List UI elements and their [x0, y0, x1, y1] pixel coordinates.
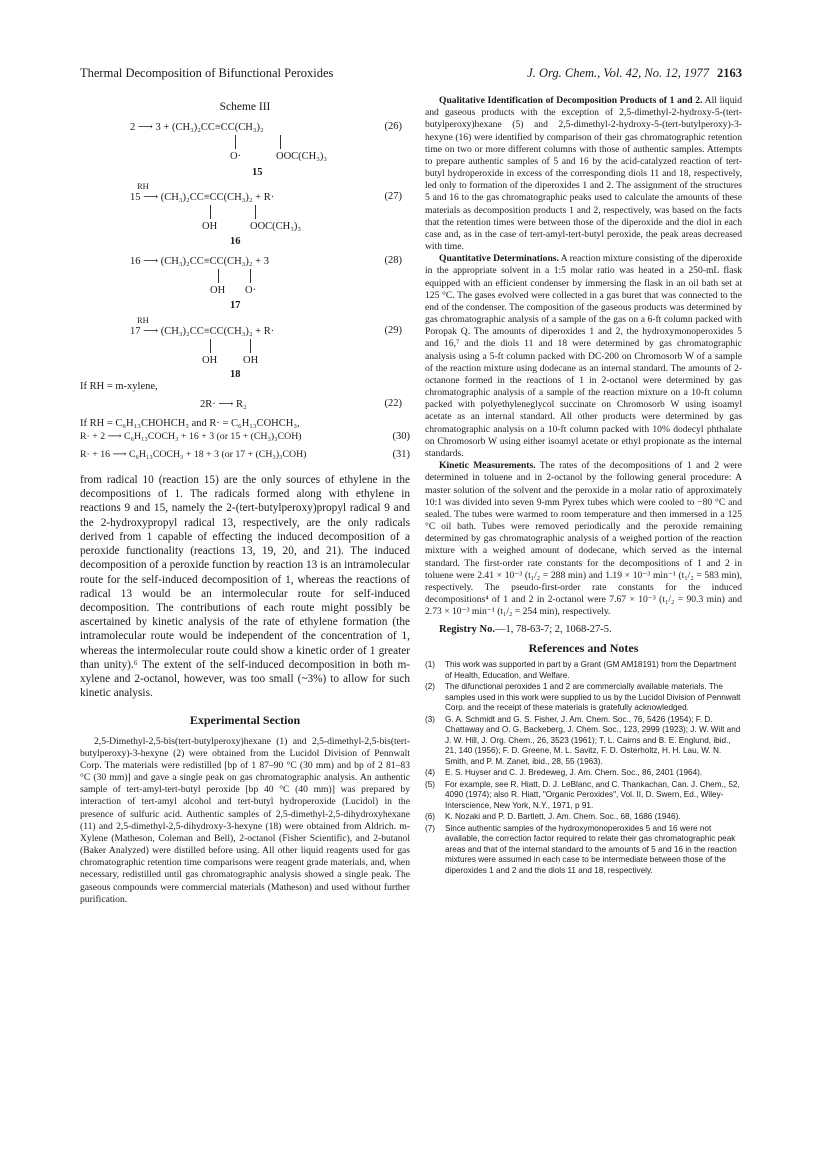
qualitative-paragraph — [425, 95, 742, 253]
reaction-29-sub-right: OH — [243, 355, 259, 366]
reaction-29-equation: 17 ⟶ (CH₃)₂CC≡CC(CH₃)₂ + R· — [130, 326, 275, 337]
journal-citation: J. Org. Chem., Vol. 42, No. 12, 1977 — [527, 66, 709, 80]
reaction-26 — [80, 121, 410, 185]
experimental-paragraph: 2,5-Dimethyl-2,5-bis(tert-butylperoxy)hexane (1) and 2,5-dimethyl-2,5-bis(tert-butylperoxy)-3-hexyne (2) were obtained from the Lucidol Division of Pennwalt Corp. The materials were redistilled [bp of 1 87–90 °C (30 mm) and bp of 2 81–83 °C (30 mm)] and gave a single peak on gas chromatographic analysis. An authentic sample of tert-amyl-tert-butyl peroxide [bp 40 °C (40 mm)] was prepared by interaction of tert-amyl alcohol and tert-butyl hydroperoxide (Lucidol) in the presence of sulfuric acid. Authentic samples of 2,5-dimethyl-2,5-dihydroxyhexane (11) and 2,5-dimethyl-2,5-dihydroxy-3-hexyne (18) were obtained from Aldrich. m-Xylene (Matheson, Coleman and Bell), 2-octanol (Fisher Scientific), and 2-butanol (Baker Analyzed) were distilled before using. All other liquid reagents used for gas chromatographic retention time comparisons were reagent grade materials, and, when necessary, redistilled until gas chromatographic analysis showed a single peak. The gaseous compounds were commercial materials (Matheson) and used without further purification. — [80, 735, 410, 905]
reference-text: K. Nozaki and P. D. Bartlett, J. Am. Chem. Soc., 68, 1686 (1946). — [445, 812, 681, 822]
reference-text: The difunctional peroxides 1 and 2 are commercially available materials. The samples used in this work were supplied to us by the Lucidol Division of Pennwalt Corp. and the receipt of these materials is gratefully acknowledged. — [445, 682, 741, 713]
condition-xylene: If RH = m-xylene, — [80, 381, 158, 392]
quantitative-paragraph — [425, 253, 742, 460]
qualitative-heading: Qualitative Identification of Decomposition Products of 1 and 2. — [439, 95, 703, 106]
bond-line — [255, 205, 256, 219]
reaction-26-number: (26) — [384, 121, 402, 132]
experimental-heading: Experimental Section — [189, 712, 301, 727]
reaction-29-number: (29) — [384, 325, 402, 336]
bond-line — [218, 269, 219, 283]
reaction-27-equation: 15 ⟶ (CH₃)₂CC≡CC(CH₃)₂ + R· — [130, 192, 275, 203]
reference-item — [425, 660, 742, 681]
registry-label: Registry No. — [439, 624, 495, 636]
reaction-29-reagent: RH — [137, 315, 149, 325]
bond-line — [210, 339, 211, 353]
reaction-31-number: (31) — [392, 449, 410, 460]
quantitative-heading: Quantitative Determinations. — [439, 253, 559, 265]
reference-item — [425, 780, 742, 812]
reaction-28-sub-left: OH — [210, 285, 226, 296]
reaction-27-number: (27) — [384, 191, 402, 202]
running-head-title: Thermal Decomposition of Bifunctional Peroxides — [80, 66, 334, 80]
page-number: 2163 — [717, 66, 742, 80]
reference-item — [425, 715, 742, 768]
reference-text: For example, see R. Hiatt, D. J. LeBlanc, and C. Thankachan, Can. J. Chem., 52, 4090 (1974); also R. Hiatt, "Organic Peroxides", Vol. II, D. Swern, Ed., Wiley-Interscience, New York, N.Y., 1971, p 91. — [445, 779, 740, 810]
reference-number: (6) — [425, 812, 436, 822]
reference-number: (7) — [425, 823, 436, 833]
reference-text: E. S. Huyser and C. J. Bredeweg, J. Am. Chem. Soc., 86, 2401 (1964). — [445, 768, 703, 778]
reaction-29 — [80, 315, 410, 381]
reference-item — [425, 768, 742, 779]
reaction-31 — [80, 449, 410, 467]
reaction-30 — [80, 431, 410, 449]
references-heading: References and Notes — [528, 641, 639, 656]
reaction-27-sub-right: OOC(CH₃)₃ — [250, 221, 302, 232]
reference-number: (1) — [425, 660, 436, 670]
reference-number: (4) — [425, 768, 436, 778]
reference-text: This work was supported in part by a Grant (GM AM18191) from the Department of Health, Education, and Welfare. — [445, 660, 737, 680]
quantitative-text: A reaction mixture consisting of the diperoxide in the appropriate solvent in a 1:5 molar ratio was heated in a 250-mL flask equipped with an efficient condenser by immersing the flask in an oil bath set at 125 °C. The gases evolved were collected in a gas buret that was connected to the end of the condenser. The composition of the gaseous products was determined by gas chromatographic analysis of a sample of the gas on a 6-ft column packed with Poropak Q. The amounts of diperoxides 1 and 2, the hydroxymonoperoxides 5 and 16,⁷ and the diols 11 and 18 were determined by gas chromatographic analysis using a 5-ft column packed with DC-200 on Chromosorb W of a sample of the reaction mixture using dodecane as an internal standard. The amounts of 2-octanone formed in the reactions of 1 in 2-octanol were determined by gas chromatographic analysis of a sample of the reaction mixture on a 10-ft column packed with polyethyleneglycol succinate on Chromosorb W using isoamyl acetate as an internal standard. All other products were determined by gas chromatographic analysis on a 10-ft column packed with 10% dodecyl phthalate on Chromosorb W using either isoamyl acetate or ethyl propionate as the internal standards. — [425, 253, 742, 459]
reaction-26-sub-left: O· — [230, 151, 242, 162]
compound-18-label: 18 — [230, 369, 241, 380]
compound-17-label: 17 — [230, 300, 241, 311]
reaction-22 — [80, 398, 410, 416]
reaction-30-equation: R· + 2 ⟶ C₆H₁₃COCH₃ + 16 + 3 (or 15 + (CH₃)₃COH) — [80, 431, 302, 442]
reaction-28-sub-right: O· — [245, 285, 257, 296]
bond-line — [235, 135, 236, 149]
registry-numbers — [425, 624, 742, 635]
reference-item — [425, 812, 742, 823]
running-head-citation — [527, 66, 742, 81]
condition-octanol: If RH = C₆H₁₃CHOHCH₃ and R· = C₆H₁₃COHCH₃, — [80, 418, 300, 429]
reference-number: (2) — [425, 682, 436, 692]
reference-text: Since authentic samples of the hydroxymonoperoxides 5 and 16 were not available, the correction factor required to relate their gas chromatographic peak areas and that of the internal standard to the amounts of 5 and 16 in the reaction mixtures were assumed in each case to be intermediate between those of the diperoxides 1 and 2 and the diols 11 and 18, respectively. — [445, 823, 737, 875]
reaction-28-equation: 16 ⟶ (CH₃)₂CC≡CC(CH₃)₂ + 3 — [130, 256, 269, 267]
kinetic-heading: Kinetic Measurements. — [439, 460, 536, 472]
reaction-27 — [80, 181, 410, 251]
reference-number: (5) — [425, 779, 436, 789]
bond-line — [210, 205, 211, 219]
compound-16-label: 16 — [230, 236, 241, 247]
reference-item — [425, 682, 742, 714]
reference-text: G. A. Schmidt and G. S. Fisher, J. Am. Chem. Soc., 76, 5426 (1954); F. D. Chattaway and O. G. Backeberg, J. Chem. Soc., 123, 2999 (1923); J. W. Wilt and J. W. Hill, J. Org. Chem., 26, 3523 (1961); T. L. Cairns and B. E. Englund, ibid., 21, 140 (1956); F. D. Greene, M. L. Savitz, F. D. Osterholtz, H. H. Lau, W. N. Smith, and P. M. Zanet, ibid., 28, 55 (1963). — [445, 714, 741, 766]
reaction-31-equation: R· + 16 ⟶ C₆H₁₃COCH₃ + 18 + 3 (or 17 + (CH₃)₃COH) — [80, 449, 307, 460]
kinetic-text: The rates of the decompositions of 1 and 2 were determined in toluene and in 2-octanol by the following general procedure: A master solution of the solvent and the peroxide in a molar ratio of approximately 10:1 was divided into seven 9-mm Pyrex tubes which were cooled to −80 °C and sealed. The tubes were warmed to room temperature and then immersed in a 125 °C oil bath. Tubes were removed periodically and the peroxide remaining determined by gas chromatographic analysis of a weighed portion of the reaction mixture with a weighed amount of dodecane, which served as the internal standard. The first-order rate constants for the decompositions of 1 and 2 in toluene were 2.41 × 10⁻³ (t₁/₂ = 288 min) and 1.19 × 10⁻³ min⁻¹ (t₁/₂ = 583 min), respectively. The pseudo-first-order rate constants for the induced decompositions⁴ of 1 and 2 in 2-octanol were 7.67 × 10⁻³ (t₁/₂ = 90.3 min) and 2.73 × 10⁻³ min⁻¹ (t₁/₂ = 254 min), respectively. — [425, 460, 742, 618]
reaction-27-reagent: RH — [137, 181, 149, 191]
bond-line — [250, 269, 251, 283]
qualitative-text: All liquid and gaseous products with the exception of 2,5-dimethyl-2-hydroxy-5-(tert-butylperoxy)hexane (5) and 2,5-dimethyl-2-hydroxy-5-(tert-butylperoxy)-3-hexyne (16) were identified by comparison of their gas chromatographic retention time on two or more different columns with those of authentic samples. Attempts to prepare authentic samples of 5 and 16 by the acid-catalyzed reaction of tert-butyl hydroperoxide in excess of the corresponding diols 11 and 18, respectively, led only to formation of the diperoxides 1 and 2. The assignment of the structures 5 and 16 to the gas chromatographic peaks used to calculate the amounts of these materials as decomposition products 1 and 2, respectively, was based on the facts that the retention times were between those of the diperoxide and the diol in each case and, as in the case of tert-amyl-tert-butyl peroxide, the peak areas decreased with time. — [425, 95, 742, 253]
reaction-22-number: (22) — [384, 398, 402, 409]
bond-line — [250, 339, 251, 353]
reaction-26-sub-right: OOC(CH₃)₃ — [276, 151, 328, 162]
reaction-29-sub-left: OH — [202, 355, 218, 366]
reaction-27-sub-left: OH — [202, 221, 218, 232]
reaction-30-number: (30) — [392, 431, 410, 442]
references-list — [425, 660, 742, 876]
registry-text: —1, 78-63-7; 2, 1068-27-5. — [495, 624, 612, 636]
reference-number: (3) — [425, 714, 436, 724]
bond-line — [280, 135, 281, 149]
reaction-26-equation: 2 ⟶ 3 + (CH₃)₂CC≡CC(CH₃)₂ — [130, 122, 264, 133]
reaction-28 — [80, 251, 410, 315]
reference-item — [425, 824, 742, 877]
left-column — [80, 95, 410, 906]
right-column — [425, 95, 742, 877]
reaction-28-number: (28) — [384, 255, 402, 266]
discussion-paragraph: from radical 10 (reaction 15) are the only sources of ethylene in the decompositions of 1. The radicals formed along with ethylene in reactions 9 and 15, namely the 2-(tert-butylperoxy)propyl radical 9 and the 2-hydroxypropyl radical 13, respectively, are the only radicals derived from 1 capable of effecting the induced decomposition of a peroxide functionality (reactions 13, 19, 20, and 21). The induced decomposition of a peroxide function by reaction 13 is an intramolecular route for the self-induced decomposition of 1, whereas the reactions of radical 13 would be an intermolecular route for self-induced decomposition. The contributions of each route might possibly be ascertained by kinetic analysis of the rate of ethylene formation (the intramolecular route would be independent of the concentration of 1, whereas the intermolecular route could show a kinetic order of 1 greater than unity).⁶ The extent of the self-induced decomposition in both m-xylene and 2-octanol, however, was too small (~3%) to allow for such kinetic analysis. — [80, 474, 410, 700]
compound-15-label: 15 — [252, 167, 263, 178]
reaction-22-equation: 2R· ⟶ R₂ — [200, 399, 247, 410]
scheme-title: Scheme III — [219, 101, 271, 113]
kinetic-paragraph — [425, 460, 742, 618]
